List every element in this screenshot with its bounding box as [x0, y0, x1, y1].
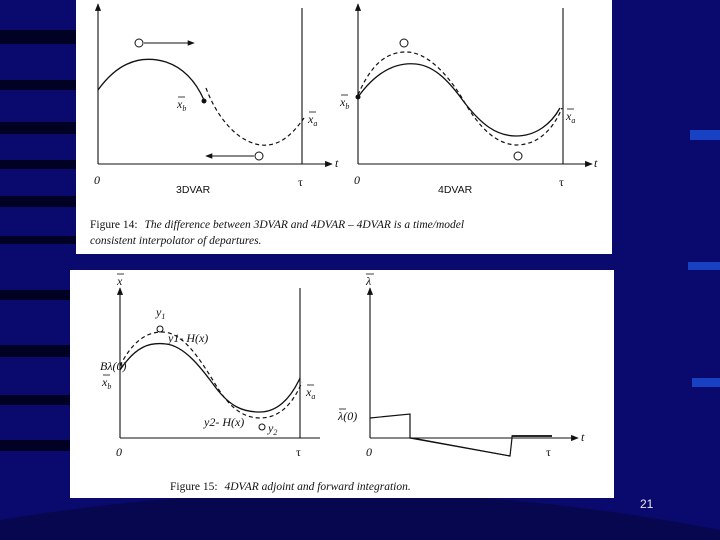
fig14-left-obs-1	[135, 39, 143, 47]
fig14-caption-line2: consistent interpolator of departures.	[90, 235, 262, 247]
fig15-right-t: t	[581, 430, 585, 444]
fig14-left-tau: τ	[298, 175, 303, 189]
figure-15-panel	[70, 270, 614, 498]
fig15-right-adjoint-upper-segment	[410, 438, 510, 456]
fig14-left-origin: 0	[94, 173, 100, 187]
fig14-caption-line1: Figure 14: The difference between 3DVAR and 4DVAR – 4DVAR is a time/model	[90, 219, 465, 231]
fig15-left-xa-label: $x_a$	[306, 385, 316, 401]
fig15-left-background-curve	[120, 344, 300, 412]
fig15-right-tau: τ	[546, 445, 551, 459]
fig15-right-axes	[370, 288, 578, 438]
fig15-right-y-axis-label: λ	[366, 274, 372, 288]
fig14-left-xb-label: $x_b$	[177, 97, 187, 113]
fig15-right-adjoint-trajectory	[370, 414, 552, 456]
fig14-right-origin: 0	[354, 173, 360, 187]
fig15-left-xb-label: $x_b$	[102, 375, 112, 391]
page-number: 21	[640, 497, 654, 511]
fig14-right-xa-label: $x_a$	[566, 109, 576, 125]
fig14-right-method: 4DVAR	[438, 184, 473, 196]
fig15-left-origin: 0	[116, 445, 122, 459]
fig14-right-tau: τ	[559, 175, 564, 189]
fig15-left-tau: τ	[296, 445, 301, 459]
fig15-right-lambda0-label: λ(0)	[338, 409, 358, 423]
fig14-right-axes	[358, 4, 592, 164]
fig14-left-obs-2	[255, 152, 263, 160]
fig14-right-xb-point	[356, 95, 361, 100]
fig14-left-xb-point	[202, 99, 207, 104]
fig14-left-axes	[98, 4, 332, 164]
fig15-caption: Figure 15: 4DVAR adjoint and forward integration.	[170, 481, 411, 493]
fig15-right-origin: 0	[366, 445, 372, 459]
fig15-left-b-lambda-label: Bλ(0)	[100, 359, 127, 373]
fig14-left-xa-label: $x_a$	[308, 112, 318, 128]
fig14-right-analysis-curve	[358, 52, 562, 145]
fig15-left-y2-label: $y_2$	[268, 421, 278, 437]
fig14-left-background-curve	[98, 59, 204, 100]
fig14-left-method: 3DVAR	[176, 184, 211, 196]
fig14-right-background-curve	[358, 64, 560, 136]
fig14-right-t: t	[594, 156, 598, 170]
fig14-right-obs-2	[514, 152, 522, 160]
fig14-left-t: t	[335, 156, 339, 170]
fig15-left-y-axis-label: x	[117, 274, 123, 288]
fig15-left-obs-2	[259, 424, 265, 430]
figure-14-diagram	[76, 0, 612, 254]
figure-14-panel	[76, 0, 612, 254]
fig15-left-y1-label: $y_1$	[156, 305, 166, 321]
fig15-left-y2-departure: y2- H(x)	[204, 415, 245, 429]
fig14-right-obs-1	[400, 39, 408, 47]
figure-15-diagram	[70, 270, 614, 498]
fig14-left-analysis-curve	[206, 88, 304, 145]
fig15-left-y1-departure: y1- H(x)	[168, 331, 209, 345]
fig15-left-obs-1	[157, 326, 163, 332]
fig14-right-xb-label: $x_b$	[340, 95, 350, 111]
